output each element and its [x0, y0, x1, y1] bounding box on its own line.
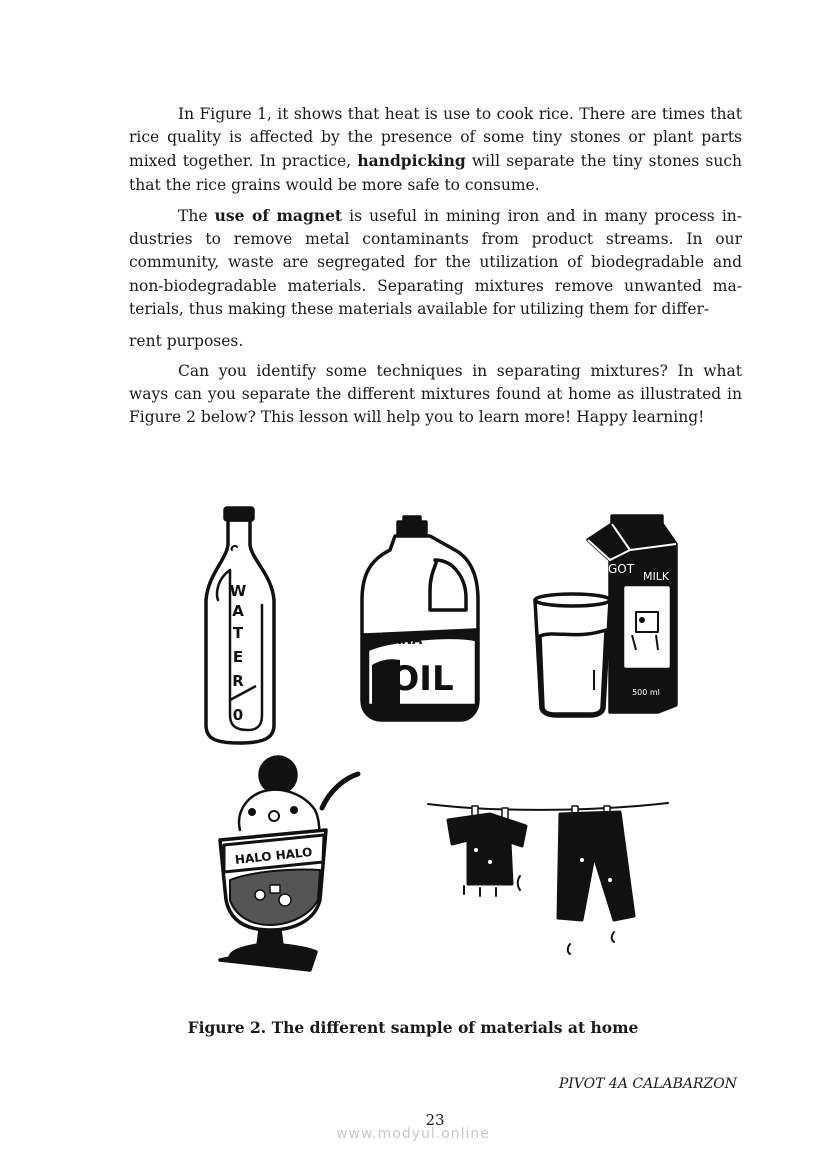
term-handpicking: handpicking — [357, 151, 466, 171]
paragraph-2-text: The — [178, 207, 215, 225]
clothesline-icon — [428, 803, 668, 954]
svg-text:W: W — [229, 582, 247, 600]
oil-product-label: OIL — [390, 659, 454, 699]
paragraph-1-text-end: will separate the tiny stones such that the rice grains would be more safe to consume. — [129, 152, 742, 194]
paragraph-3-text: Can you identify some techniques in separating mixtures? In what ways can you separate the different mixtures found at home as illustrated in Figure 2 below? This lesson will help you to learn more! Happy learning! — [129, 362, 742, 427]
halo-halo-label: HALO HALO — [234, 845, 313, 868]
milk-glass-icon — [535, 594, 610, 716]
paragraph-3 — [129, 360, 742, 430]
figure-caption: Figure 2. The different sample of materials at home — [187, 1018, 639, 1037]
paragraph-1 — [129, 103, 742, 197]
paragraph-2 — [129, 204, 742, 353]
svg-text:A: A — [232, 602, 244, 620]
paragraph-1-text: In Figure 1, it shows that heat is use to cook rice. There are times that rice quality is affected by the presence of some tiny stones or plant parts mixed together. In practice, — [129, 105, 742, 171]
milk-carton-volume: 500 ml — [632, 688, 660, 697]
svg-text:T: T — [232, 624, 244, 642]
footer-label: PIVOT 4A CALABARZON — [558, 1076, 737, 1092]
figure-2-illustration — [190, 500, 710, 990]
milk-carton-label-milk: MILK — [643, 570, 670, 583]
oil-brand-label: SANA — [381, 633, 423, 648]
svg-text:E: E — [232, 648, 244, 666]
svg-text:0: 0 — [232, 706, 244, 724]
svg-text:R: R — [232, 672, 244, 690]
watermark: www.modyul.online — [336, 1126, 490, 1142]
page-number: 23 — [425, 1111, 445, 1129]
water-label — [230, 582, 256, 724]
paragraph-2-text-end: is useful in mining iron and in many process industries to remove metal contaminants from product streams. In our community, waste are segregated for the utilization of biodegradable and non-biodegradable materials. Separating mixtures remove unwanted materials, thus making these materials available for utilizing them for differ- — [129, 207, 743, 318]
paragraph-2-tail: rent purposes. — [129, 332, 244, 351]
term-use-of-magnet: use of magnet — [214, 206, 343, 225]
milk-carton-label-got: GOT — [608, 562, 635, 576]
